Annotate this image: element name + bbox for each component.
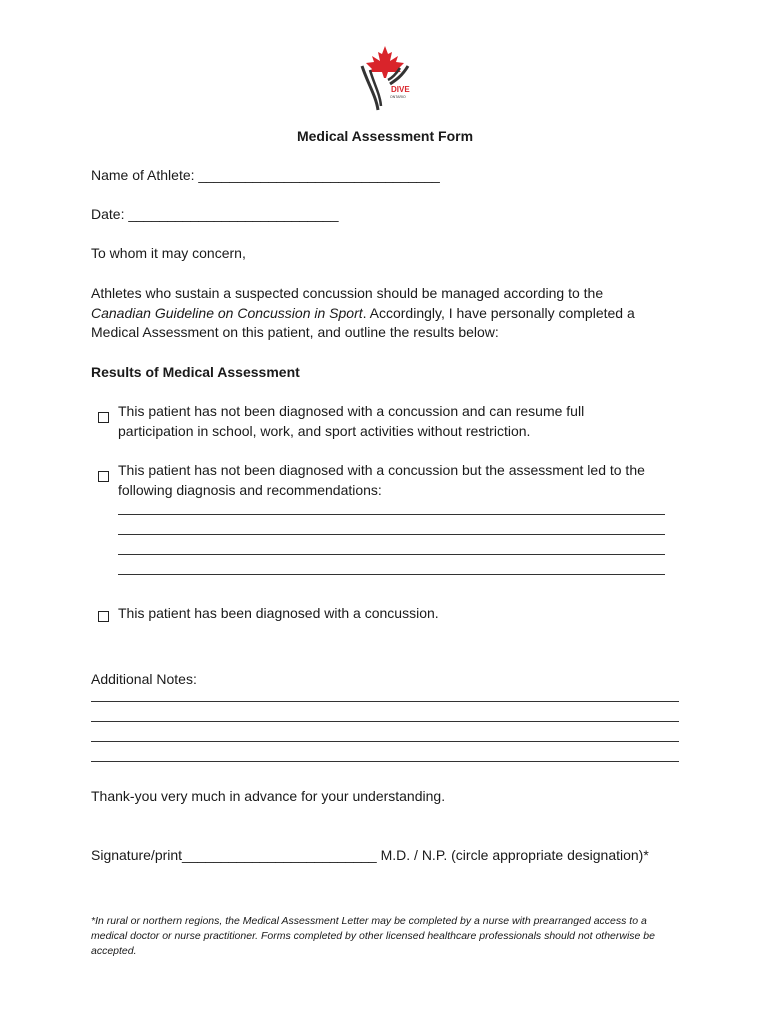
option-2-checkbox[interactable] <box>98 471 109 482</box>
diagnosis-line-4[interactable] <box>118 574 665 575</box>
logo-brand-top: DIVE <box>391 85 410 94</box>
page-title: Medical Assessment Form <box>296 128 474 144</box>
option-1-line-1: This patient has not been diagnosed with a concussion and can resume full <box>118 403 585 419</box>
athlete-name-field[interactable]: Name of Athlete: _______________________________ <box>91 167 440 183</box>
notes-line-1[interactable] <box>91 701 679 702</box>
notes-line-2[interactable] <box>91 721 679 722</box>
results-heading: Results of Medical Assessment <box>91 364 300 380</box>
diagnosis-line-2[interactable] <box>118 534 665 535</box>
option-1-line-2: participation in school, work, and sport activities without restriction. <box>118 423 531 439</box>
notes-line-3[interactable] <box>91 741 679 742</box>
intro-line-1: Athletes who sustain a suspected concussion should be managed according to the <box>91 285 604 301</box>
guideline-title: Canadian Guideline on Concussion in Sport <box>91 305 363 321</box>
option-3-checkbox[interactable] <box>98 611 109 622</box>
option-2-line-2: following diagnosis and recommendations: <box>118 482 382 498</box>
thanks-text: Thank-you very much in advance for your understanding. <box>91 788 446 804</box>
notes-line-4[interactable] <box>91 761 679 762</box>
option-3-line-1: This patient has been diagnosed with a concussion. <box>118 605 439 621</box>
dive-ontario-logo <box>350 44 420 114</box>
intro-line-2-rest: . Accordingly, I have personally completed a <box>362 305 635 321</box>
date-field[interactable]: Date: ___________________________ <box>91 206 339 222</box>
option-1-checkbox[interactable] <box>98 412 109 423</box>
greeting: To whom it may concern, <box>91 245 246 261</box>
signature-field[interactable]: Signature/print_________________________ M.D. / N.P. (circle appropriate designation)* <box>91 847 649 863</box>
diagnosis-line-1[interactable] <box>118 514 665 515</box>
intro-line-3: Medical Assessment on this patient, and outline the results below: <box>91 324 499 340</box>
diagnosis-line-3[interactable] <box>118 554 665 555</box>
option-2-line-1: This patient has not been diagnosed with a concussion but the assessment led to the <box>118 462 645 478</box>
additional-notes-label: Additional Notes: <box>91 671 197 687</box>
logo-brand-bottom: ONTARIO <box>390 95 406 99</box>
intro-line-2 <box>91 303 635 323</box>
footnote: *In rural or northern regions, the Medical Assessment Letter may be completed by a nurse with prearranged access to a medical doctor or nurse practitioner. Forms completed by other licensed healthcare professionals should not otherwise be accepted. <box>91 915 655 957</box>
